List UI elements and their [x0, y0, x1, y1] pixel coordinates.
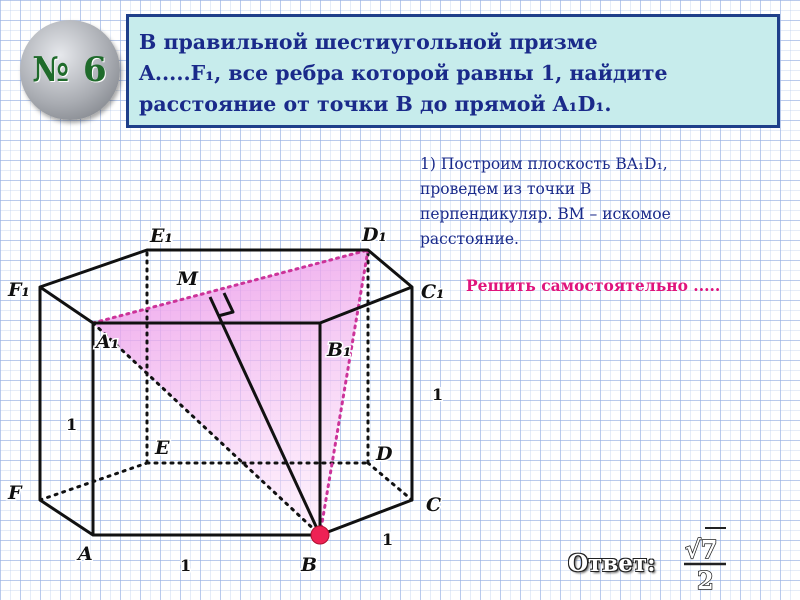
label-A: A: [78, 543, 93, 565]
answer-denominator: 2: [697, 566, 714, 595]
label-A1: A₁: [96, 331, 120, 353]
label-B1: B₁: [327, 339, 352, 361]
label-E1: E₁: [150, 225, 173, 247]
length-CC1: 1: [432, 385, 444, 404]
label-B: B: [301, 554, 318, 576]
label-C: C: [426, 494, 442, 516]
label-F1: F₁: [8, 279, 30, 301]
length-AB: 1: [180, 556, 192, 575]
label-F: F: [8, 482, 22, 504]
label-E: E: [155, 437, 170, 459]
edge-D-C: [368, 463, 412, 500]
label-D1: D₁: [362, 224, 387, 246]
problem-number: № 6: [32, 50, 108, 90]
length-BC: 1: [382, 530, 394, 549]
label-M: M: [177, 268, 199, 290]
answer-label: Ответ:: [568, 550, 656, 577]
label-C1: C₁: [421, 281, 445, 303]
point-B-marker: [311, 526, 329, 544]
label-D: D: [376, 443, 393, 465]
length-AA1: 1: [66, 415, 78, 434]
problem-statement: В правильной шестиугольной призме A.....F₁, все ребра которой равны 1, найдите расстояние от точки B до прямой A₁D₁.: [139, 30, 668, 116]
solve-yourself-hint: Решить самостоятельно .....: [466, 276, 721, 295]
answer-numerator: √7: [685, 535, 718, 564]
answer-fraction: [684, 528, 726, 595]
solution-step-1: 1) Построим плоскость BA₁D₁, проведем из точки B перпендикуляр. BM – искомое расстояние.: [420, 155, 671, 248]
bottom-front-edges: [40, 500, 412, 535]
